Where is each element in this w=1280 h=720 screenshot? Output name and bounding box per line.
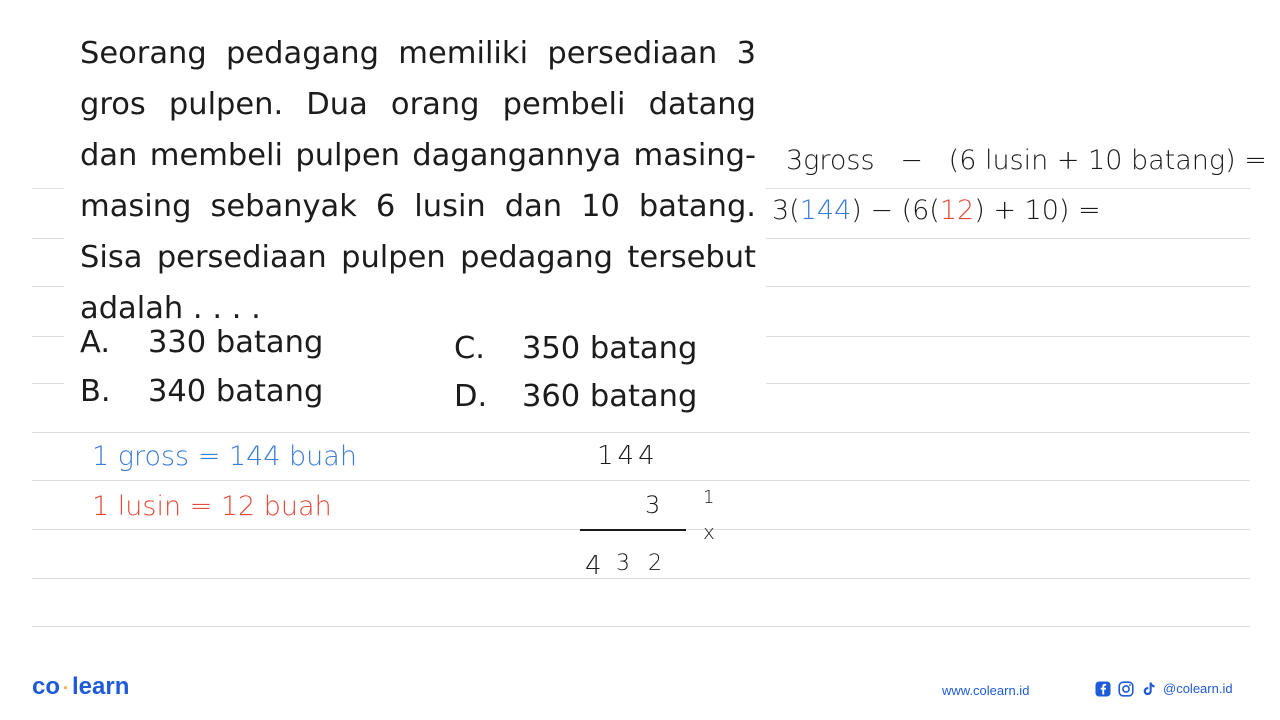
work-line-1	[786, 145, 1267, 176]
rule-line	[32, 238, 64, 239]
rule-line	[32, 188, 64, 189]
question-text: Seorang pedagang memiliki persediaan 3 gros pulpen. Dua orang pembeli datang dan membeli pulpen dagangannya masing-masing sebanyak 6 lusin dan 10 batang. Sisa persediaan pulpen pedagang tersebut adalah . . . .	[80, 36, 756, 326]
social-links	[1094, 680, 1233, 697]
rule-line	[32, 286, 64, 287]
mult-operator: x	[703, 520, 715, 544]
tiktok-icon[interactable]	[1140, 680, 1157, 697]
option-d[interactable]	[454, 379, 697, 414]
mult-bottom: 3	[645, 491, 661, 519]
option-c[interactable]	[454, 331, 697, 366]
option-a[interactable]	[80, 325, 323, 360]
option-letter: B.	[80, 374, 111, 409]
facebook-icon[interactable]	[1094, 680, 1111, 697]
instagram-icon[interactable]	[1117, 680, 1134, 697]
rule-line	[766, 383, 1250, 384]
work-term: (6 lusin + 10 batang) =	[948, 145, 1267, 176]
work-operator: −	[900, 145, 923, 176]
logo-dot: ·	[63, 678, 70, 698]
option-text: 350 batang	[522, 331, 698, 366]
mult-result-digit: 3	[616, 551, 630, 576]
work-term: ) − (6(	[851, 195, 940, 226]
rule-line	[32, 336, 64, 337]
rule-line	[766, 286, 1250, 287]
work-term: 3gross	[786, 145, 875, 176]
option-letter: A.	[80, 325, 111, 360]
rule-line	[32, 432, 1250, 433]
rule-line	[766, 336, 1250, 337]
rule-line	[32, 626, 1250, 627]
gross-definition: 1 gross = 144 buah	[92, 441, 357, 472]
option-text: 330 batang	[148, 325, 324, 360]
work-term-highlight: 12	[939, 195, 975, 226]
option-letter: D.	[454, 379, 488, 414]
logo-text: learn	[72, 673, 130, 700]
mult-result-digit: 2	[648, 551, 662, 576]
option-b[interactable]	[80, 374, 323, 409]
rule-line	[32, 383, 64, 384]
mult-carry: 1	[703, 487, 715, 508]
option-text: 360 batang	[522, 379, 698, 414]
work-term: 3(	[772, 195, 800, 226]
logo-text: co	[32, 673, 61, 700]
mult-top: 144	[597, 441, 659, 471]
option-text: 340 batang	[148, 374, 324, 409]
mult-line	[580, 529, 686, 531]
mult-result-digit: 4	[585, 551, 602, 581]
rule-line	[766, 188, 1250, 189]
lusin-definition: 1 lusin = 12 buah	[92, 491, 332, 522]
rule-line	[32, 480, 1250, 481]
work-term-highlight: 144	[799, 195, 852, 226]
rule-line	[766, 238, 1250, 239]
work-line-2	[772, 195, 1101, 226]
social-handle[interactable]: @colearn.id	[1163, 681, 1233, 696]
colearn-logo	[32, 673, 129, 701]
work-term: ) + 10) =	[974, 195, 1101, 226]
rule-line	[32, 578, 1250, 579]
website-link[interactable]: www.colearn.id	[942, 683, 1030, 698]
option-letter: C.	[454, 331, 485, 366]
